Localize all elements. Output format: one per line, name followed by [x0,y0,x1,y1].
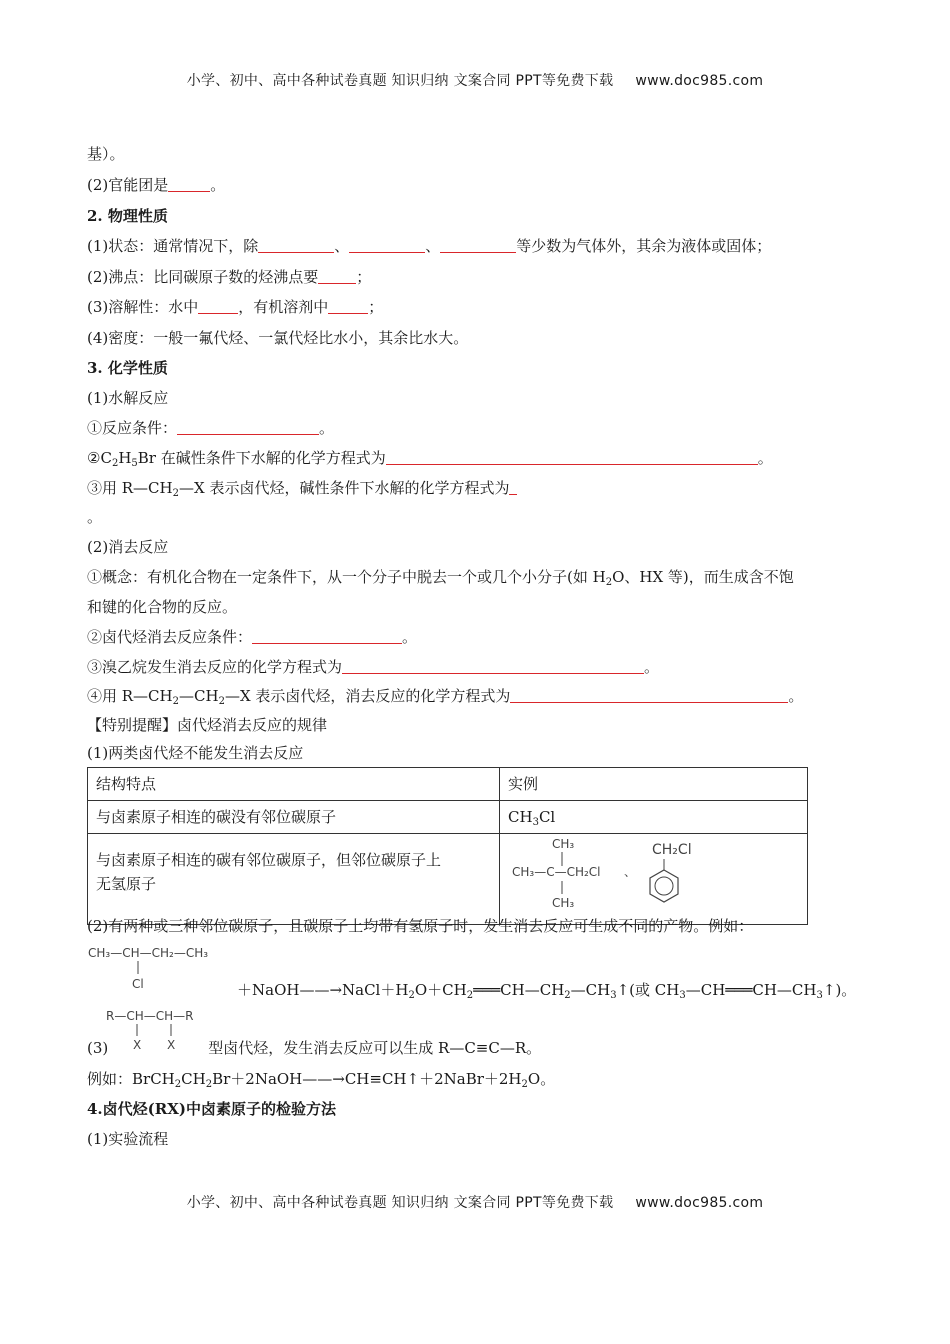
concept-line-2: 和键的化合物的反应。 [87,598,238,616]
tip-point-3: (3) 型卤代烃，发生消去反应可以生成 R—C≡C—R。 [87,1039,542,1057]
general-hydrolysis-line: ③用 $R—CH_2—X$ 表示卤代烃，碱性条件下水解的化学方程式为 [87,478,517,498]
experiment-flow-heading: (1)实验流程 [87,1130,169,1148]
table-cell: $CH_3Cl$ [500,801,808,834]
concept-line: ①概念：有机化合物在一定条件下，从一个分子中脱去一个或几个小分子(如 $H_2O$、HX 等)，而生成含不饱 [87,568,794,588]
answer-blank[interactable] [342,658,644,674]
table-cell: 与卤素原子相连的碳没有邻位碳原子 [88,801,500,834]
benzene-ring-icon [650,870,678,902]
page-header [0,70,950,90]
answer-blank[interactable] [440,237,516,253]
answer-blank[interactable] [198,298,238,314]
example-equation: 例如：$BrCH_2CH_2Br+2NaOH——\to CH\equiv CH↑+2NaBr+2H_2O$。 [87,1070,556,1090]
elimination-condition-line: ②卤代烃消去反应条件： 。 [87,628,418,646]
chlorine-label: Cl [132,977,144,991]
ethyl-bromide-hydrolysis-line: $②C_2H_5Br$ 在碱性条件下水解的化学方程式为 。 [87,449,773,469]
footer-site[interactable]: www.doc985.com [635,1195,764,1211]
neopentyl-bottom: CH₃ [552,896,575,910]
answer-blank[interactable] [168,176,210,192]
table-cell: 与卤素原子相连的碳有邻位碳原子，但邻位碳原子上 无氢原子 [88,834,500,925]
structure-examples [500,834,800,918]
aromatic-circle-icon [655,877,673,895]
rule-table [87,767,808,925]
table-cell [500,834,808,925]
period-line: 。 [87,508,103,526]
solubility-line: (3)溶解性：水中 ，有机溶剂中 ； [87,298,384,316]
table-header-cell: 结构特点 [88,768,500,801]
table-row [88,801,808,834]
chlorobutane-structure [86,941,246,991]
footer-text: 小学、初中、高中各种试卷真题 知识归纳 文案合同 PPT等免费下载 [186,1195,614,1211]
ethyl-bromide-elimination-line: ③溴乙烷发生消去反应的化学方程式为 。 [87,658,660,676]
dihalide-chain: R—CH—CH—R [106,1009,194,1023]
halogen-x-2: X [167,1038,176,1052]
state-line: (1)状态：通常情况下，除 、 、 等少数为气体外，其余为液体或固体； [87,237,772,255]
hydrolysis-heading: (1)水解反应 [87,389,169,407]
answer-blank[interactable] [349,237,425,253]
density-line: (4)密度：一般一氟代烃、一氯代烃比水小，其余比水大。 [87,329,469,347]
elimination-equation: $+NaOH——\to NaCl+H_2O+CH_2═══CH—CH_2—CH_3↑$(或 $CH_3—CH═══CH—CH_3↑$)。 [237,981,857,1001]
section-title: 3. 化学性质 [87,359,168,377]
table-row [88,834,808,925]
functional-group-line: (2)官能团是 。 [87,176,226,194]
tip-point-2: (2)有两种或三种邻位碳原子，且碳原子上均带有氢原子时，发生消去反应可生成不同的产物。例如： [87,917,754,935]
section-title: 4.卤代烃(RX)中卤素原子的检验方法 [87,1100,336,1118]
benzyl-chloride-group: CH₂Cl [652,842,692,858]
halogen-x-1: X [133,1038,142,1052]
separator: 、 [624,865,637,879]
tip-point-1: (1)两类卤代烃不能发生消去反应 [87,744,304,762]
answer-blank[interactable] [509,479,517,495]
answer-blank[interactable] [328,298,368,314]
page-footer [0,1192,950,1212]
answer-blank[interactable] [177,419,319,435]
continued-text: 基）。 [87,145,125,163]
answer-blank[interactable] [386,449,758,465]
answer-blank[interactable] [510,687,788,703]
elimination-heading: (2)消去反应 [87,538,169,556]
header-text: 小学、初中、高中各种试卷真题 知识归纳 文案合同 PPT等免费下载 [186,73,614,89]
answer-blank[interactable] [258,237,334,253]
general-elimination-line: ④用 $R—CH_2—CH_2—X$ 表示卤代烃，消去反应的化学方程式为 。 [87,687,804,707]
section-title: 2. 物理性质 [87,207,168,225]
answer-blank[interactable] [318,268,356,284]
neopentyl-top: CH₃ [552,837,575,851]
table-header-row [88,768,808,801]
table-header-cell: 实例 [500,768,808,801]
boiling-point-line: (2)沸点：比同碳原子数的烃沸点要 ； [87,268,372,286]
header-site[interactable]: www.doc985.com [635,73,764,89]
tip-title: 【特别提醒】卤代烃消去反应的规律 [87,716,328,734]
neopentyl-chain: CH₃—C—CH₂Cl [512,865,601,879]
hydrolysis-condition-line: ①反应条件： 。 [87,419,335,437]
chlorobutane-chain: CH₃—CH—CH₂—CH₃ [88,946,209,960]
answer-blank[interactable] [252,628,402,644]
